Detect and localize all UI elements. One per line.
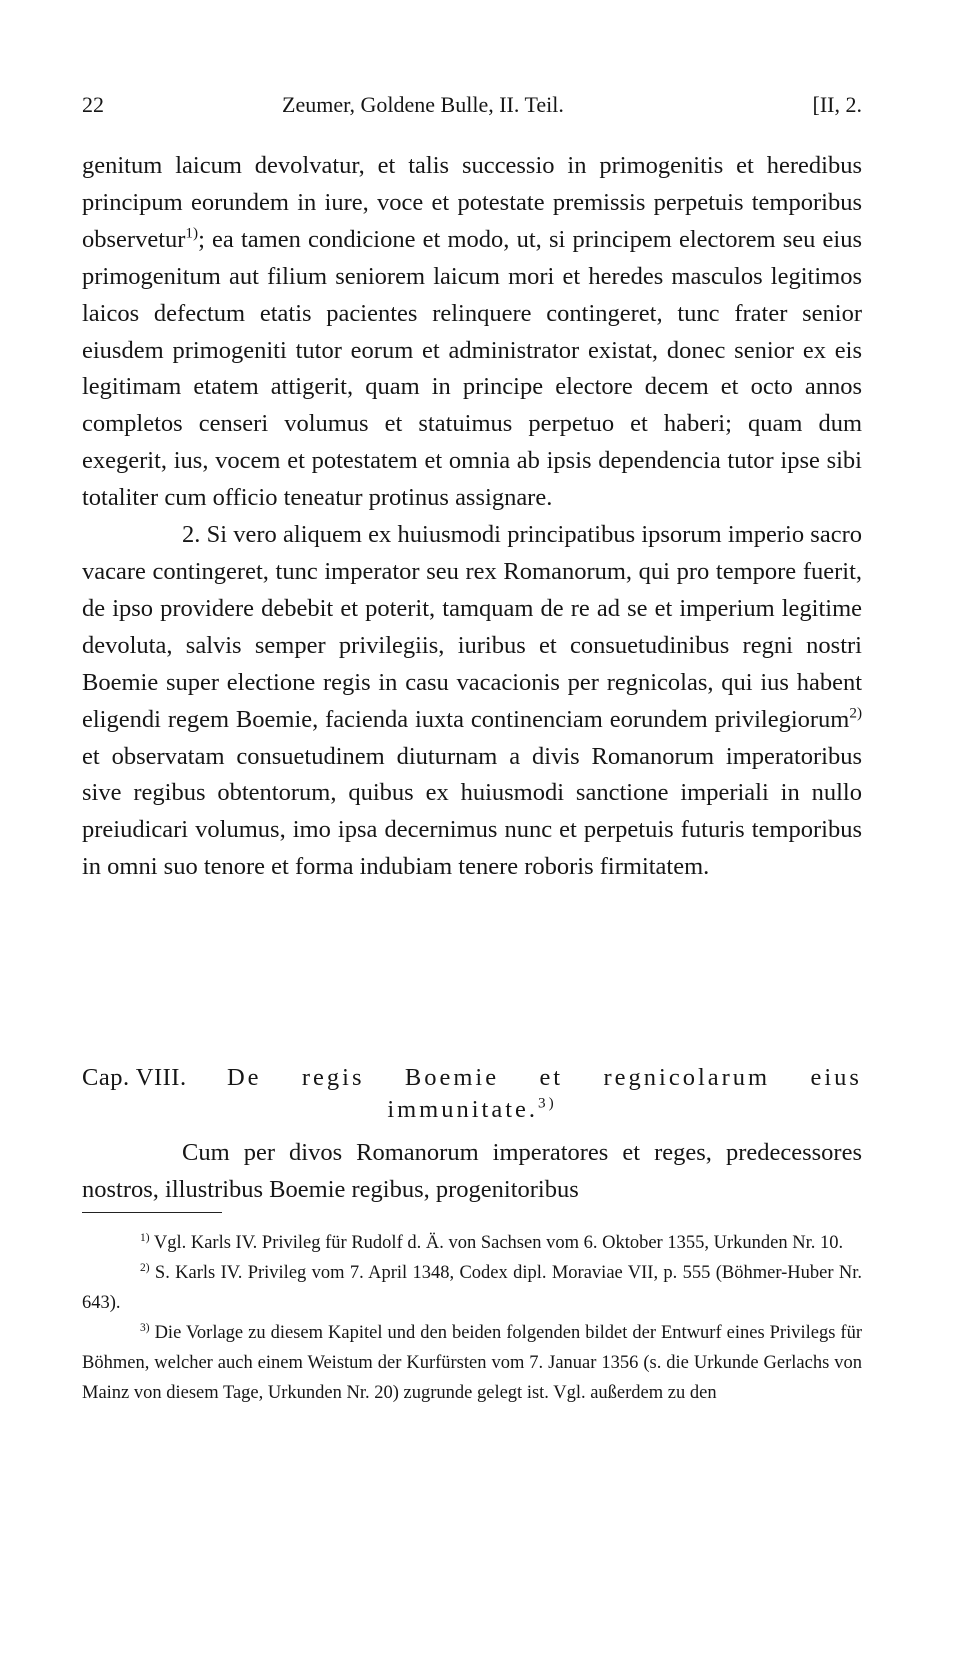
footnote-2 xyxy=(82,1258,862,1318)
footnote-ref-1: 1) xyxy=(185,224,199,242)
chapter-heading-line-1 xyxy=(82,1062,862,1094)
running-title: Zeumer, Goldene Bulle, II. Teil. xyxy=(282,92,564,117)
chapter-paragraph: Cum per divos Romanorum imperatores et reges, predecessores nostros, illustribus Boemie regibus, progenitoribus xyxy=(82,1139,862,1203)
paragraph-2-text: 2. Si vero aliquem ex huiusmodi principatibus ipsorum imperio sacro vacare contingeret, tunc imperator seu rex Romanorum, qui pro tempore fuerit, de ipso providere debebit et poterit, tamquam de re ad se et imperium legitime devoluta, salvis semper privilegiis, iuribus et consuetudinibus regni nostri Boemie super electione regis in casu vacacionis per regnicolas, qui ius habent eligendi regem Boemie, facienda iuxta continenciam eorundem privilegiorum xyxy=(82,521,862,733)
footnotes xyxy=(82,1228,862,1408)
footnote-text: Vgl. Karls IV. Privileg für Rudolf d. Ä. von Sachsen vom 6. Oktober 1355, Urkunden Nr. 10. xyxy=(149,1233,844,1253)
footnote-mark: 1) xyxy=(140,1231,150,1244)
heading-word: regnicolarum xyxy=(603,1064,771,1091)
footnote-divider xyxy=(82,1212,222,1213)
page-header xyxy=(82,90,862,130)
page-number: 22 xyxy=(82,92,104,117)
paragraph-2 xyxy=(82,517,862,886)
footnote-mark: 3) xyxy=(140,1321,150,1334)
heading-word: Boemie xyxy=(404,1064,500,1091)
chapter-text xyxy=(82,1135,862,1209)
heading-word: regis xyxy=(301,1064,365,1091)
footnote-ref-3: 3) xyxy=(538,1094,557,1112)
paragraph-1-text: genitum laicum devolvatur, et talis successio in primogenitis et heredibus principum eorundem in iure, voce et potestate premissis perpetuis temporibus observetur xyxy=(82,152,862,253)
paragraph-1-continuation: ; ea tamen condicione et modo, ut, si principem electorem seu eius primogenitum aut filium seniorem laicum mori et heredes masculos legitimos laicos defectum etatis pacientes relinquere contingeret, tunc frater senior eiusdem primogeniti tutor eorum et administrator existat, donec senior ex eis legitimam etatem attigerit, quam in principe electore decem et octo annos completos censeri volumus et statuimus perpetuo et haberi; quam dum exegerit, ius, vocem et potestatem et omnia ab ipsis dependencia tutor ipse sibi totaliter cum officio teneatur protinus assignare. xyxy=(82,225,862,512)
heading-word: De xyxy=(226,1064,262,1091)
footnote-3 xyxy=(82,1318,862,1408)
section-reference: [II, 2. xyxy=(812,92,862,117)
heading-word: eius xyxy=(810,1064,862,1091)
heading-word: immunitate. xyxy=(387,1096,539,1123)
footnote-text: S. Karls IV. Privileg vom 7. April 1348, Codex dipl. Moraviae VII, p. 555 (Böhmer-Huber Nr. 643). xyxy=(82,1263,862,1313)
main-text xyxy=(82,148,862,886)
chapter-heading-line-2 xyxy=(82,1094,862,1126)
heading-word: et xyxy=(539,1064,564,1091)
footnote-mark: 2) xyxy=(140,1261,150,1274)
chapter-label: Cap. VIII. xyxy=(82,1064,187,1091)
paragraph-1 xyxy=(82,148,862,517)
chapter-heading xyxy=(82,1062,862,1126)
footnote-1 xyxy=(82,1228,862,1258)
paragraph-2-continuation: et observatam consuetudinem diuturnam a divis Romanorum imperatoribus sive regibus obtentorum, quibus ex huiusmodi sanctione imperiali in nullo preiudicari volumus, imo ipsa decernimus nunc et perpetuis futuris temporibus in omni suo tenore et forma indubiam tenere roboris firmitatem. xyxy=(82,742,862,881)
footnote-ref-2: 2) xyxy=(849,704,862,722)
footnote-text: Die Vorlage zu diesem Kapitel und den beiden folgenden bildet der Entwurf eines Privilegs für Böhmen, welcher auch einem Weistum der Kurfürsten vom 7. Januar 1356 (s. die Urkunde Gerlachs von Mainz von diesem Tage, Urkunden Nr. 20) zugrunde gelegt ist. Vgl. außerdem zu den xyxy=(82,1323,862,1403)
